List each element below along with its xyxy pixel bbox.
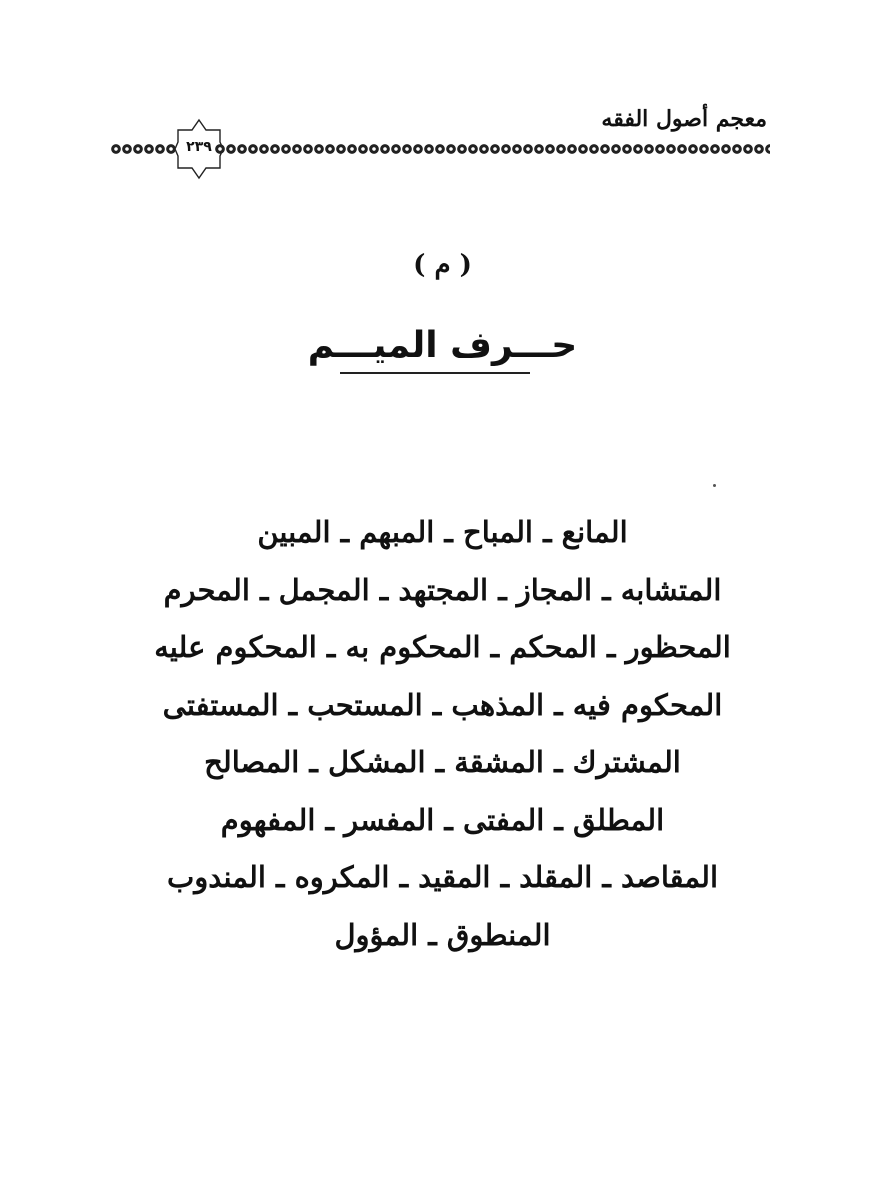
term-line: المتشابه ـ المجاز ـ المجتهد ـ المجمل ـ المحرم [163,572,722,607]
term-line: المانع ـ المباح ـ المبهم ـ المبين [257,515,628,549]
section-letter: ( م ) [413,250,472,280]
header-ornamental-rule [110,139,770,156]
term-line: المطلق ـ المفتى ـ المفسر ـ المفهوم [220,802,665,837]
rule-dots-right [214,142,770,156]
term-line: المقاصد ـ المقلد ـ المقيد ـ المكروه ـ المندوب [166,860,719,894]
section-title: حـــرف الميـــم [307,325,578,366]
scan-speck [713,484,716,487]
rule-dots-left [110,142,176,156]
term-line: المحظور ـ المحكم ـ المحكوم به ـ المحكوم عليه [154,630,731,664]
term-line: المشترك ـ المشقة ـ المشكل ـ المصالح [204,745,681,779]
section-title-underline [340,372,530,374]
page-number: ٢٣٩ [186,139,212,155]
term-line: المحكوم فيه ـ المذهب ـ المستحب ـ المستفتى [162,687,723,722]
term-list [120,504,765,964]
term-line: المنطوق ـ المؤول [334,917,551,952]
running-head-title: معجم أصول الفقه [601,106,767,132]
